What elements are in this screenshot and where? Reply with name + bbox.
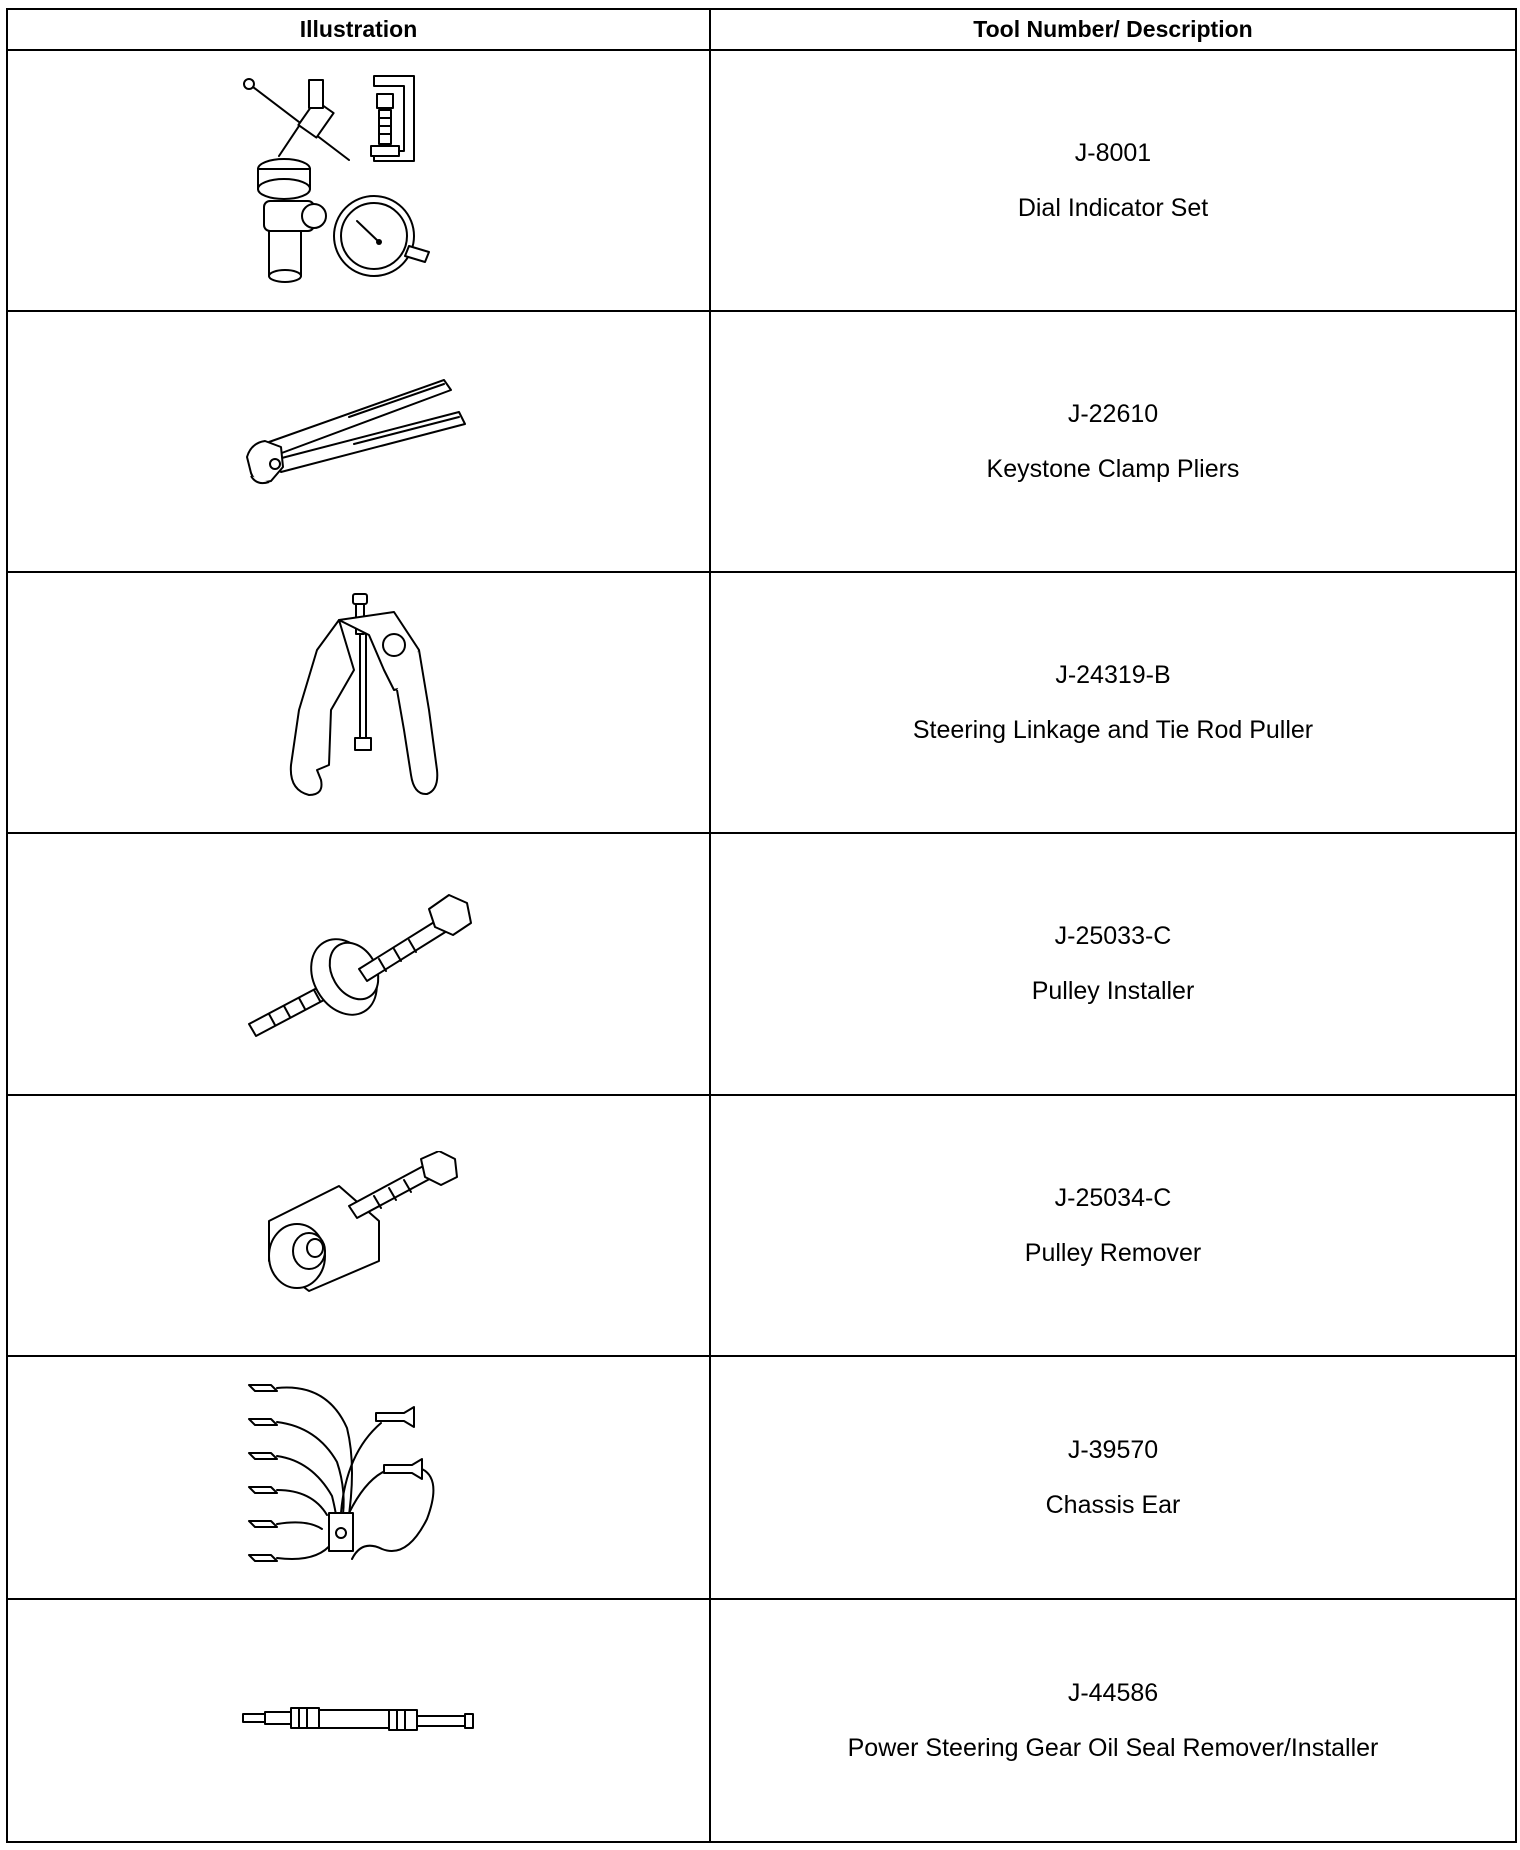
special-tools-table: [6, 8, 1517, 1843]
chassis-ear-illustration: [244, 1373, 474, 1583]
tool-number: J-22610: [1067, 399, 1159, 428]
tool-description-cell: [710, 1599, 1516, 1842]
tool-description: Steering Linkage and Tie Rod Puller: [912, 715, 1314, 744]
tool-description: Pulley Remover: [1024, 1238, 1202, 1267]
table-row: [7, 311, 1516, 572]
tool-number: J-24319-B: [1055, 660, 1171, 689]
tool-number: J-39570: [1067, 1435, 1159, 1464]
illustration-cell: [7, 572, 710, 833]
tool-description: Power Steering Gear Oil Seal Remover/Installer: [847, 1733, 1379, 1762]
oil-seal-remover-installer-illustration: [239, 1696, 479, 1746]
header-tool-description: Tool Number/ Description: [710, 9, 1516, 50]
illustration-cell: [7, 1095, 710, 1356]
header-illustration: Illustration: [7, 9, 710, 50]
tool-number: J-44586: [1067, 1678, 1159, 1707]
table-row: [7, 1599, 1516, 1842]
keystone-clamp-pliers-illustration: [239, 372, 479, 512]
illustration-cell: [7, 1599, 710, 1842]
tool-description: Keystone Clamp Pliers: [986, 454, 1240, 483]
tool-description-cell: [710, 833, 1516, 1095]
tie-rod-puller-illustration: [269, 590, 449, 815]
illustration-cell: [7, 50, 710, 311]
table-row: [7, 572, 1516, 833]
tool-description: Dial Indicator Set: [1017, 193, 1209, 222]
table-row: [7, 1356, 1516, 1599]
tool-description-cell: [710, 50, 1516, 311]
dial-indicator-set-illustration: [239, 66, 479, 296]
tool-description-cell: [710, 311, 1516, 572]
tool-number: J-25033-C: [1054, 922, 1172, 950]
illustration-cell: [7, 1356, 710, 1599]
table-header-row: [7, 9, 1516, 50]
tool-description: Pulley Installer: [1031, 977, 1195, 1005]
table-row: [7, 1095, 1516, 1356]
pulley-installer-illustration: [239, 889, 479, 1039]
tool-number: J-25034-C: [1054, 1183, 1172, 1212]
tool-number: J-8001: [1074, 138, 1152, 167]
tool-description-cell: [710, 1356, 1516, 1599]
tool-description: Chassis Ear: [1045, 1490, 1181, 1519]
illustration-cell: [7, 833, 710, 1095]
pulley-remover-illustration: [249, 1151, 469, 1301]
illustration-cell: [7, 311, 710, 572]
tool-description-cell: [710, 1095, 1516, 1356]
table-row: [7, 833, 1516, 1095]
table-row: [7, 50, 1516, 311]
tool-description-cell: [710, 572, 1516, 833]
